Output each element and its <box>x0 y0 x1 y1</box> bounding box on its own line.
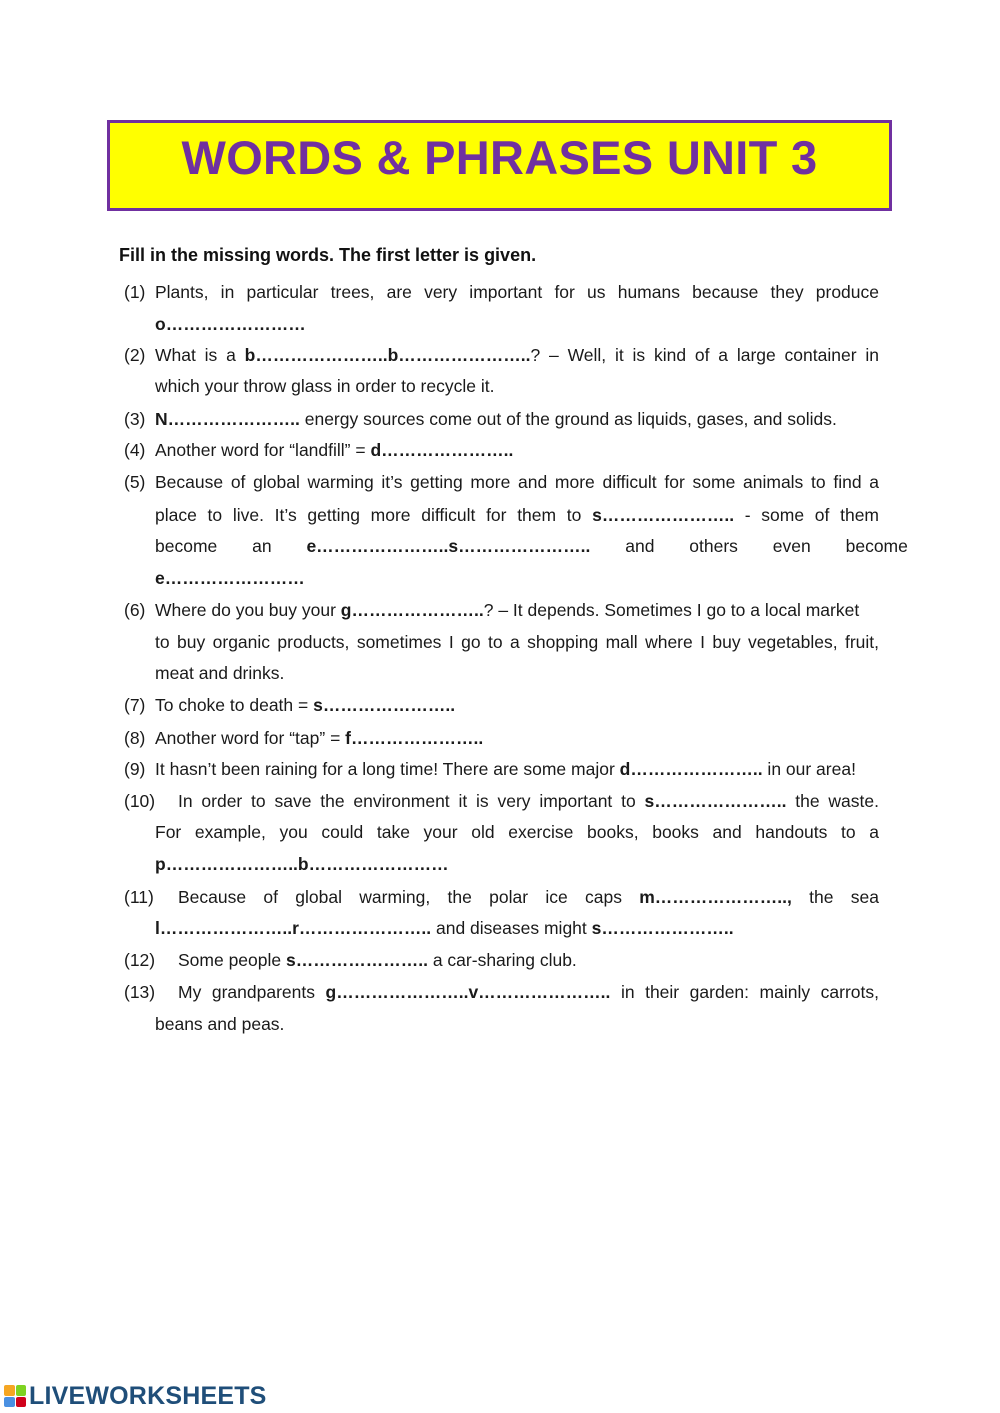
item-number: (13) <box>124 982 156 1002</box>
list-item-9: It hasn’t been raining for a long time! There are some major d………………….. in our area! <box>155 759 856 779</box>
answer-gap[interactable]: d………………….. <box>619 759 763 779</box>
answer-gap[interactable]: s………………….. <box>592 505 735 525</box>
answer-gap[interactable]: s………………….. <box>313 695 456 715</box>
answer-gap[interactable]: f………………….. <box>345 728 484 748</box>
list-item-6-line-3: meat and drinks. <box>155 663 285 683</box>
answer-gap[interactable]: l…………………..r………………….. <box>155 918 432 938</box>
brand-name: LIVEWORKSHEETS <box>29 1381 267 1410</box>
item-number: (9) <box>124 759 146 779</box>
list-item-8: Another word for “tap” = f………………….. <box>155 728 484 748</box>
list-item-3: N………………….. energy sources come out of the ground as liquids, gases, and solids. <box>155 409 837 429</box>
answer-gap[interactable]: b…………………..b………………….. <box>244 345 531 365</box>
answer-gap[interactable]: s………………….. <box>644 791 787 811</box>
answer-gap[interactable]: o…………………… <box>155 314 306 334</box>
item-number: (7) <box>124 695 146 715</box>
answer-gap[interactable]: s………………….. <box>591 918 734 938</box>
list-item-10-line-3 <box>155 853 879 875</box>
list-item-10-line-2: For example, you could take your old exercise books, books and handouts to a <box>155 822 879 842</box>
answer-gap[interactable]: d………………….. <box>370 440 514 460</box>
answer-gap[interactable]: e…………………… <box>155 568 305 588</box>
list-item-12: Some people s………………….. a car-sharing club. <box>178 950 577 970</box>
item-number: (5) <box>124 472 146 492</box>
answer-gap[interactable]: g…………………..v………………….. <box>325 982 611 1002</box>
list-item-10-line-1: In order to save the environment it is very important to s………………….. the waste. <box>178 791 879 811</box>
list-item-5-line-1: Because of global warming it’s getting more and more difficult for some animals to find a <box>155 472 879 492</box>
item-number: (11) <box>124 887 154 907</box>
instruction: Fill in the missing words. The first letter is given. <box>119 245 537 265</box>
answer-gap[interactable]: e…………………..s………………….. <box>306 536 591 556</box>
list-item-2-line-1: What is a b…………………..b…………………..? – Well, it is kind of a large container in <box>155 345 879 365</box>
list-item-1-line-2 <box>155 313 879 335</box>
list-item-7: To choke to death = s………………….. <box>155 695 456 715</box>
list-item-6-line-1: Where do you buy your g…………………..? – It depends. Sometimes I go to a local market <box>155 600 860 620</box>
item-number: (8) <box>124 728 146 748</box>
list-item-6-line-2: to buy organic products, sometimes I go to a shopping mall where I buy vegetables, fruit, <box>155 632 879 652</box>
list-item-11-line-2: l…………………..r………………….. and diseases might s………………….. <box>155 918 734 938</box>
answer-gap[interactable]: p…………………..b…………………… <box>155 854 449 874</box>
list-item-5-line-2: place to live. It’s getting more difficult for them to s………………….. - some of them <box>155 505 880 525</box>
item-number: (2) <box>124 345 146 365</box>
list-item-13-line-1: My grandparents g…………………..v………………….. in their garden: mainly carrots, <box>178 982 879 1002</box>
list-item-1-line-1: Plants, in particular trees, are very important for us humans because they produce <box>155 282 879 302</box>
answer-gap[interactable]: N………………….. <box>155 409 300 429</box>
item-number: (10) <box>124 791 156 811</box>
item-number: (12) <box>124 950 156 970</box>
item-number: (4) <box>124 440 146 460</box>
page-title: WORDS & PHRASES UNIT 3 <box>181 131 818 184</box>
list-item-5-line-3: become an e…………………..s………………….. and others even become <box>155 536 908 556</box>
item-number: (6) <box>124 600 146 620</box>
footer-brand <box>4 1381 267 1411</box>
list-item-4: Another word for “landfill” = d………………….. <box>155 440 514 460</box>
answer-gap[interactable]: m………………….., <box>639 887 792 907</box>
title-banner <box>107 120 892 211</box>
list-item-2-line-2: which your throw glass in order to recycle it. <box>155 376 495 396</box>
liveworksheets-logo-icon <box>4 1385 26 1407</box>
list-item-5-line-4 <box>155 567 879 589</box>
list-item-13-line-2: beans and peas. <box>155 1014 285 1034</box>
list-item-11-line-1: Because of global warming, the polar ice caps m………………….., the sea <box>178 887 879 907</box>
answer-gap[interactable]: s………………….. <box>286 950 428 970</box>
item-number: (3) <box>124 409 146 429</box>
item-number: (1) <box>124 282 146 302</box>
answer-gap[interactable]: g………………….. <box>340 600 484 620</box>
